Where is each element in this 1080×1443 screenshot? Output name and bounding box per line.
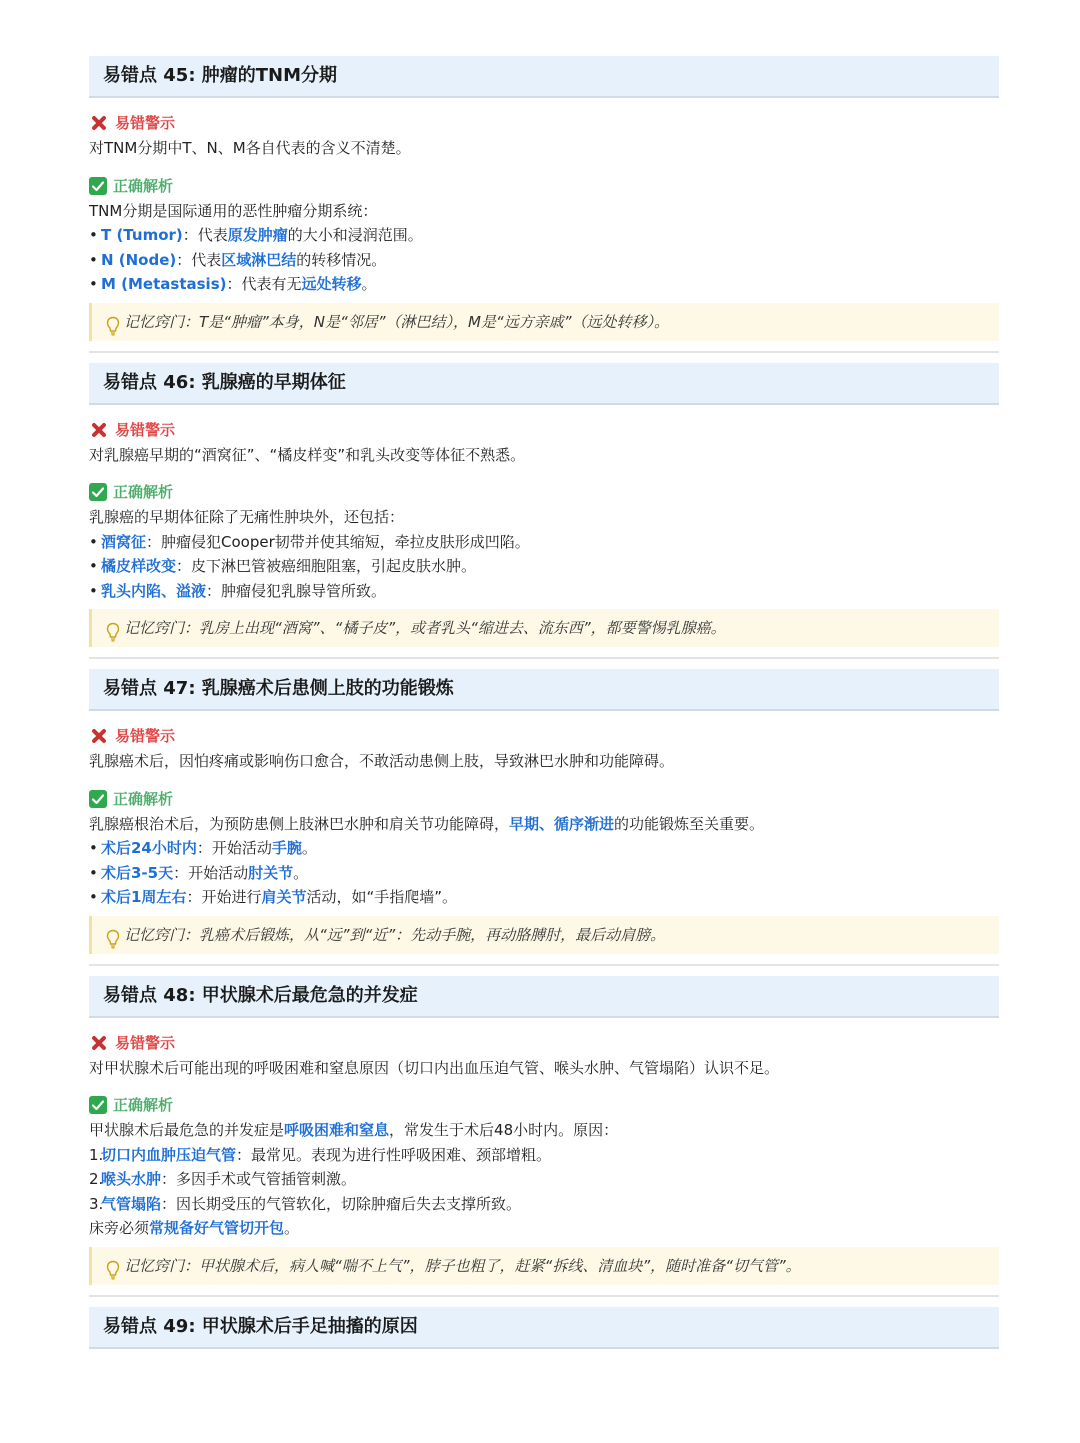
text-segment: 。 — [293, 863, 309, 882]
memory-tip-text: 甲状腺术后，病人喊“喘不上气”，脖子也粗了，赶紧“拆线、清血块”，随时准备“切气管”。 — [199, 1256, 801, 1275]
lightbulb-icon — [106, 925, 120, 945]
analysis-line — [89, 505, 999, 530]
highlighted-term: 切口内血肿压迫气管 — [101, 1145, 237, 1164]
warning-label-text: 易错警示 — [115, 1033, 176, 1052]
cross-mark-icon — [89, 113, 109, 133]
correct-analysis-label — [89, 786, 999, 812]
correct-analysis-label — [89, 173, 999, 199]
analysis-line — [89, 1118, 999, 1143]
analysis-line — [89, 836, 999, 861]
section-title: 易错点 45: 肿瘤的TNM分期 — [89, 56, 999, 98]
highlighted-term: 橘皮样改变 — [101, 557, 177, 575]
check-box-icon — [89, 483, 107, 501]
memory-tip-prefix: 记忆窍门： — [124, 619, 200, 637]
correct-analysis-label-text: 正确解析 — [113, 789, 174, 808]
correct-analysis-label-text: 正确解析 — [113, 1096, 174, 1114]
list-marker: • — [89, 532, 98, 551]
warning-label — [89, 723, 999, 749]
highlighted-term: 远处转移 — [301, 275, 362, 293]
text-segment: 活动，如“手指爬墙”。 — [306, 888, 458, 906]
list-marker: • — [89, 275, 98, 293]
text-segment: TNM分期是国际通用的恶性肿瘤分期系统： — [89, 201, 378, 220]
memory-tip-box — [89, 916, 999, 954]
text-segment: ：因长期受压的气管软化，切除肿瘤后失去支撑所致。 — [161, 1194, 522, 1213]
text-segment: 。 — [361, 275, 377, 293]
section-divider — [89, 351, 999, 353]
highlighted-term: M (Metastasis) — [101, 275, 227, 293]
text-segment: 的转移情况。 — [296, 250, 387, 269]
cross-mark-icon — [89, 1033, 109, 1053]
error-point-section — [89, 669, 999, 966]
list-marker: • — [89, 888, 98, 906]
warning-label-text: 易错警示 — [115, 420, 176, 439]
section-title: 易错点 49: 甲状腺术后手足抽搐的原因 — [89, 1307, 999, 1349]
text-segment: ，常发生于术后48小时内。原因： — [389, 1121, 619, 1139]
section-title: 易错点 46: 乳腺癌的早期体征 — [89, 363, 999, 405]
text-segment: ：开始活动 — [196, 839, 272, 857]
text-segment: ：代表 — [176, 250, 222, 269]
memory-tip-text: 乳癌术后锻炼，从“远”到“近”：先动手腕，再动胳膊肘，最后动肩膀。 — [199, 925, 666, 944]
analysis-line — [89, 1216, 999, 1241]
section-title: 易错点 48: 甲状腺术后最危急的并发症 — [89, 976, 999, 1018]
memory-tip-prefix: 记忆窍门： — [124, 925, 200, 944]
highlighted-term: 区域淋巴结 — [221, 250, 297, 269]
highlighted-term: 术后1周左右 — [101, 888, 187, 906]
memory-tip-prefix: 记忆窍门： — [124, 312, 200, 331]
warning-label — [89, 1030, 999, 1056]
analysis-line — [89, 579, 999, 604]
warning-label — [89, 417, 999, 443]
text-segment: ：皮下淋巴管被癌细胞阻塞，引起皮肤水肿。 — [176, 557, 477, 575]
lightbulb-icon — [106, 1256, 120, 1276]
correct-analysis-label — [89, 1092, 999, 1118]
analysis-line — [89, 530, 999, 555]
error-point-section — [89, 56, 999, 353]
warning-label-text: 易错警示 — [115, 727, 176, 745]
check-box-icon — [89, 177, 107, 195]
text-segment: 。 — [301, 839, 317, 857]
text-segment: 床旁必须 — [89, 1219, 150, 1237]
check-box-icon — [89, 790, 107, 808]
cross-mark-icon — [89, 726, 109, 746]
list-marker: • — [89, 581, 98, 600]
list-marker: • — [89, 250, 98, 269]
error-point-section — [89, 976, 999, 1297]
highlighted-term: 肩关节 — [261, 888, 307, 906]
highlighted-term: T (Tumor) — [101, 226, 183, 244]
highlighted-term: 常规备好气管切开包 — [149, 1219, 285, 1237]
text-segment: ：多因手术或气管插管刺激。 — [161, 1170, 357, 1188]
highlighted-term: 术后24小时内 — [101, 839, 197, 857]
text-segment: ：最常见。表现为进行性呼吸困难、颈部增粗。 — [236, 1145, 552, 1164]
analysis-line — [89, 199, 999, 224]
error-point-section — [89, 363, 999, 660]
list-marker: • — [89, 226, 98, 244]
lightbulb-icon — [106, 312, 120, 332]
error-point-section — [89, 1307, 999, 1349]
correct-analysis-label — [89, 479, 999, 505]
warning-label-text: 易错警示 — [115, 114, 176, 132]
text-segment: 甲状腺术后最危急的并发症是 — [89, 1121, 285, 1139]
list-marker: 1. — [89, 1145, 104, 1164]
highlighted-term: 喉头水肿 — [101, 1170, 162, 1188]
section-divider — [89, 1295, 999, 1297]
document-page — [89, 56, 999, 1349]
section-divider — [89, 657, 999, 659]
memory-tip-text: 乳房上出现“酒窝”、“橘子皮”，或者乳头“缩进去、流东西”，都要警惕乳腺癌。 — [199, 619, 726, 637]
list-marker: • — [89, 557, 98, 575]
highlighted-term: 术后3-5天 — [101, 863, 174, 882]
memory-tip-box — [89, 609, 999, 647]
text-segment: ：代表有无 — [226, 275, 302, 293]
section-divider — [89, 964, 999, 966]
highlighted-term: 手腕 — [271, 839, 302, 857]
text-segment: ：开始活动 — [173, 863, 249, 882]
memory-tip-box — [89, 1247, 999, 1285]
analysis-line — [89, 885, 999, 910]
memory-tip-prefix: 记忆窍门： — [124, 1256, 200, 1275]
analysis-line — [89, 248, 999, 273]
list-marker: 3. — [89, 1194, 104, 1213]
warning-label — [89, 110, 999, 136]
highlighted-term: 肘关节 — [248, 863, 294, 882]
analysis-line — [89, 554, 999, 579]
correct-analysis-label-text: 正确解析 — [113, 176, 174, 195]
warning-text: 对乳腺癌早期的“酒窝征”、“橘皮样变”和乳头改变等体征不熟悉。 — [89, 445, 526, 464]
section-title: 易错点 47: 乳腺癌术后患侧上肢的功能锻炼 — [89, 669, 999, 711]
memory-tip-text: T是“肿瘤”本身，N是“邻居”（淋巴结），M是“远方亲戚”（远处转移）。 — [199, 312, 669, 331]
lightbulb-icon — [106, 618, 120, 638]
text-segment: 的大小和浸润范围。 — [287, 226, 423, 244]
highlighted-term: 原发肿瘤 — [227, 226, 288, 244]
text-segment: 乳腺癌的早期体征除了无痛性肿块外，还包括： — [89, 508, 405, 526]
text-segment: 乳腺癌根治术后，为预防患侧上肢淋巴水肿和肩关节功能障碍， — [89, 814, 510, 833]
cross-mark-icon — [89, 420, 109, 440]
analysis-line — [89, 1167, 999, 1192]
warning-text: 对甲状腺术后可能出现的呼吸困难和窒息原因（切口内出血压迫气管、喉头水肿、气管塌陷）认识不足。 — [89, 1058, 780, 1077]
analysis-line — [89, 812, 999, 837]
text-segment: ：肿瘤侵犯Cooper韧带并使其缩短，牵拉皮肤形成凹陷。 — [146, 532, 530, 551]
text-segment: ：代表 — [182, 226, 228, 244]
warning-text: 乳腺癌术后，因怕疼痛或影响伤口愈合，不敢活动患侧上肢，导致淋巴水肿和功能障碍。 — [89, 752, 675, 770]
analysis-line — [89, 272, 999, 297]
warning-text: 对TNM分期中T、N、M各自代表的含义不清楚。 — [89, 139, 411, 157]
text-segment: ：肿瘤侵犯乳腺导管所致。 — [206, 581, 387, 600]
list-marker: • — [89, 863, 98, 882]
check-box-icon — [89, 1096, 107, 1114]
text-segment: ：开始进行 — [186, 888, 262, 906]
list-marker: 2. — [89, 1170, 104, 1188]
text-segment: 的功能锻炼至关重要。 — [614, 814, 765, 833]
text-segment: 。 — [284, 1219, 300, 1237]
highlighted-term: 呼吸困难和窒息 — [284, 1121, 390, 1139]
correct-analysis-label-text: 正确解析 — [113, 483, 174, 501]
highlighted-term: 早期、循序渐进 — [509, 814, 615, 833]
highlighted-term: 气管塌陷 — [101, 1194, 162, 1213]
highlighted-term: 酒窝征 — [101, 532, 147, 551]
highlighted-term: N (Node) — [101, 250, 177, 269]
analysis-line — [89, 1143, 999, 1168]
highlighted-term: 乳头内陷、溢液 — [101, 581, 207, 600]
analysis-line — [89, 223, 999, 248]
list-marker: • — [89, 839, 98, 857]
analysis-line — [89, 1192, 999, 1217]
analysis-line — [89, 861, 999, 886]
memory-tip-box — [89, 303, 999, 341]
